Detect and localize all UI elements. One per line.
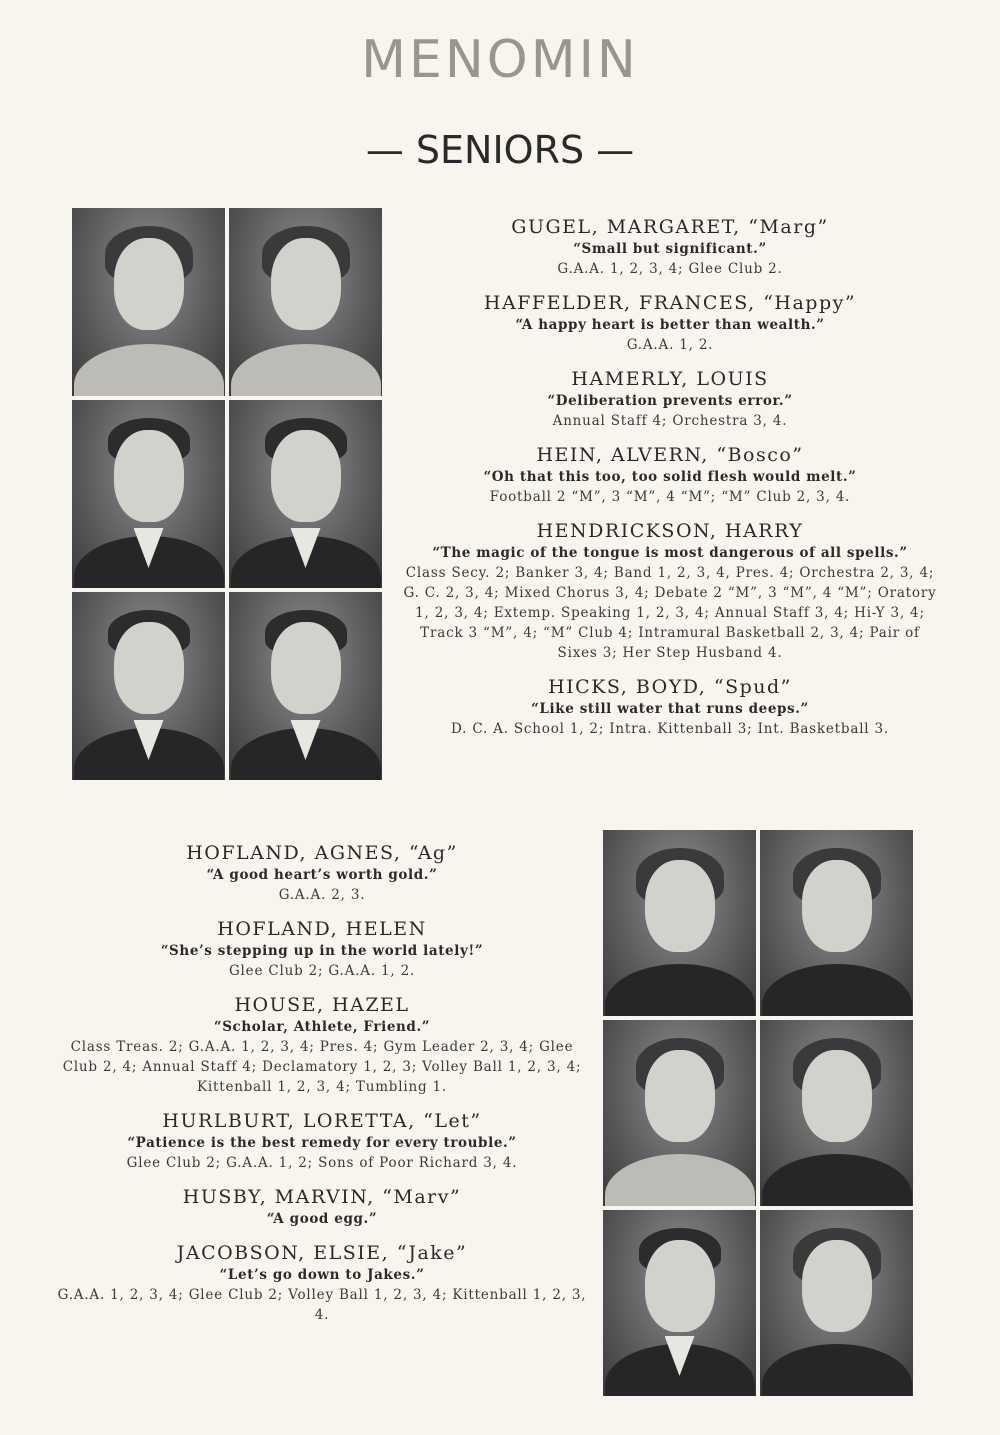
portrait-photo <box>229 592 382 780</box>
senior-name: HURLBURT, LORETTA, “Let” <box>162 1110 482 1132</box>
senior-quote: “Small but significant.” <box>573 241 767 257</box>
senior-quote: “Let’s go down to Jakes.” <box>219 1267 425 1283</box>
senior-name: HAFFELDER, FRANCES, “Happy” <box>483 292 857 314</box>
senior-name: HEIN, ALVERN, “Bosco” <box>536 444 804 466</box>
senior-activities: Football 2 “M”, 3 “M”, 4 “M”; “M” Club 2, 3, 4. <box>489 489 851 505</box>
senior-quote: “Patience is the best remedy for every trouble.” <box>127 1135 517 1151</box>
senior-activities: D. C. A. School 1, 2; Intra. Kittenball 3; Int. Basketball 3. <box>451 721 889 737</box>
senior-activities: Class Secy. 2; Banker 3, 4; Band 1, 2, 3, 4, Pres. 4; Orchestra 2, 3, 4; G. C. 2, 3, 4; Mixed Chorus 3, 4; Debate 2 “M”, 3 “M”, 4 “M”; Oratory 1, 2, 3, 4; Extemp. Speaking 1, 2, 3, 4; Annual Staff 3, 4; Hi-Y 3, 4; Track 3 “M”, 4; “M” Club 4; Intramural Basketball 2, 3, 4; Pair of Sixes 3; Her Step Husband 4. <box>403 565 937 661</box>
senior-name: GUGEL, MARGARET, “Marg” <box>511 216 829 238</box>
portrait-photo <box>72 592 225 780</box>
senior-quote: “A happy heart is better than wealth.” <box>515 317 825 333</box>
portrait-photo <box>603 830 756 1016</box>
senior-activities: Glee Club 2; G.A.A. 1, 2. <box>228 963 416 979</box>
portrait-photo <box>760 830 913 1016</box>
senior-activities: Class Treas. 2; G.A.A. 1, 2, 3, 4; Pres. 4; Gym Leader 2, 3, 4; Glee Club 2, 4; Annual Staff 4; Declamatory 1, 2, 3; Volley Ball 1, 2, 3, 4; Kittenball 1, 2, 3, 4; Tumbling 1. <box>62 1039 582 1095</box>
senior-quote: “She’s stepping up in the world lately!” <box>160 943 484 959</box>
senior-name: JACOBSON, ELSIE, “Jake” <box>176 1242 468 1264</box>
senior-quote: “A good heart’s worth gold.” <box>206 867 438 883</box>
senior-name: HENDRICKSON, HARRY <box>536 520 804 542</box>
senior-quote: “Oh that this too, too solid flesh would melt.” <box>483 469 857 485</box>
senior-name: HAMERLY, LOUIS <box>571 368 769 390</box>
senior-entry <box>400 444 940 507</box>
senior-quote: “A good egg.” <box>266 1211 378 1227</box>
portrait-photo <box>72 208 225 396</box>
senior-activities: G.A.A. 2, 3. <box>278 887 366 903</box>
senior-entry <box>400 216 940 279</box>
senior-entries-bottom <box>52 842 592 1338</box>
page-title: MENOMIN <box>361 30 639 90</box>
senior-entry <box>400 676 940 739</box>
section-title: — SENIORS — <box>365 128 635 172</box>
senior-entry <box>400 292 940 355</box>
senior-quote: “Like still water that runs deeps.” <box>531 701 809 717</box>
photo-grid-bottom <box>603 830 913 1396</box>
senior-entry <box>52 1186 592 1229</box>
portrait-photo <box>72 400 225 588</box>
portrait-photo <box>229 208 382 396</box>
senior-entry <box>52 1242 592 1325</box>
senior-quote: “Scholar, Athlete, Friend.” <box>213 1019 431 1035</box>
portrait-photo <box>760 1020 913 1206</box>
senior-entry <box>52 1110 592 1173</box>
senior-activities: G.A.A. 1, 2, 3, 4; Glee Club 2. <box>557 261 783 277</box>
senior-entry <box>52 994 592 1097</box>
senior-entry <box>52 918 592 981</box>
senior-entries-top <box>400 216 940 752</box>
portrait-photo <box>760 1210 913 1396</box>
senior-quote: “Deliberation prevents error.” <box>547 393 793 409</box>
portrait-photo <box>603 1020 756 1206</box>
portrait-photo <box>229 400 382 588</box>
senior-quote: “The magic of the tongue is most dangerous of all spells.” <box>432 545 908 561</box>
senior-name: HOUSE, HAZEL <box>234 994 410 1016</box>
senior-name: HICKS, BOYD, “Spud” <box>548 676 792 698</box>
senior-name: HOFLAND, HELEN <box>217 918 427 940</box>
senior-entry <box>400 368 940 431</box>
senior-entry <box>400 520 940 663</box>
senior-activities: Annual Staff 4; Orchestra 3, 4. <box>552 413 788 429</box>
senior-name: HUSBY, MARVIN, “Marv” <box>182 1186 462 1208</box>
senior-activities: G.A.A. 1, 2. <box>626 337 714 353</box>
senior-entry <box>52 842 592 905</box>
portrait-photo <box>603 1210 756 1396</box>
senior-activities: Glee Club 2; G.A.A. 1, 2; Sons of Poor Richard 3, 4. <box>126 1155 518 1171</box>
senior-activities: G.A.A. 1, 2, 3, 4; Glee Club 2; Volley Ball 1, 2, 3, 4; Kittenball 1, 2, 3, 4. <box>57 1287 587 1323</box>
senior-name: HOFLAND, AGNES, “Ag” <box>186 842 458 864</box>
photo-grid-top <box>72 208 382 780</box>
